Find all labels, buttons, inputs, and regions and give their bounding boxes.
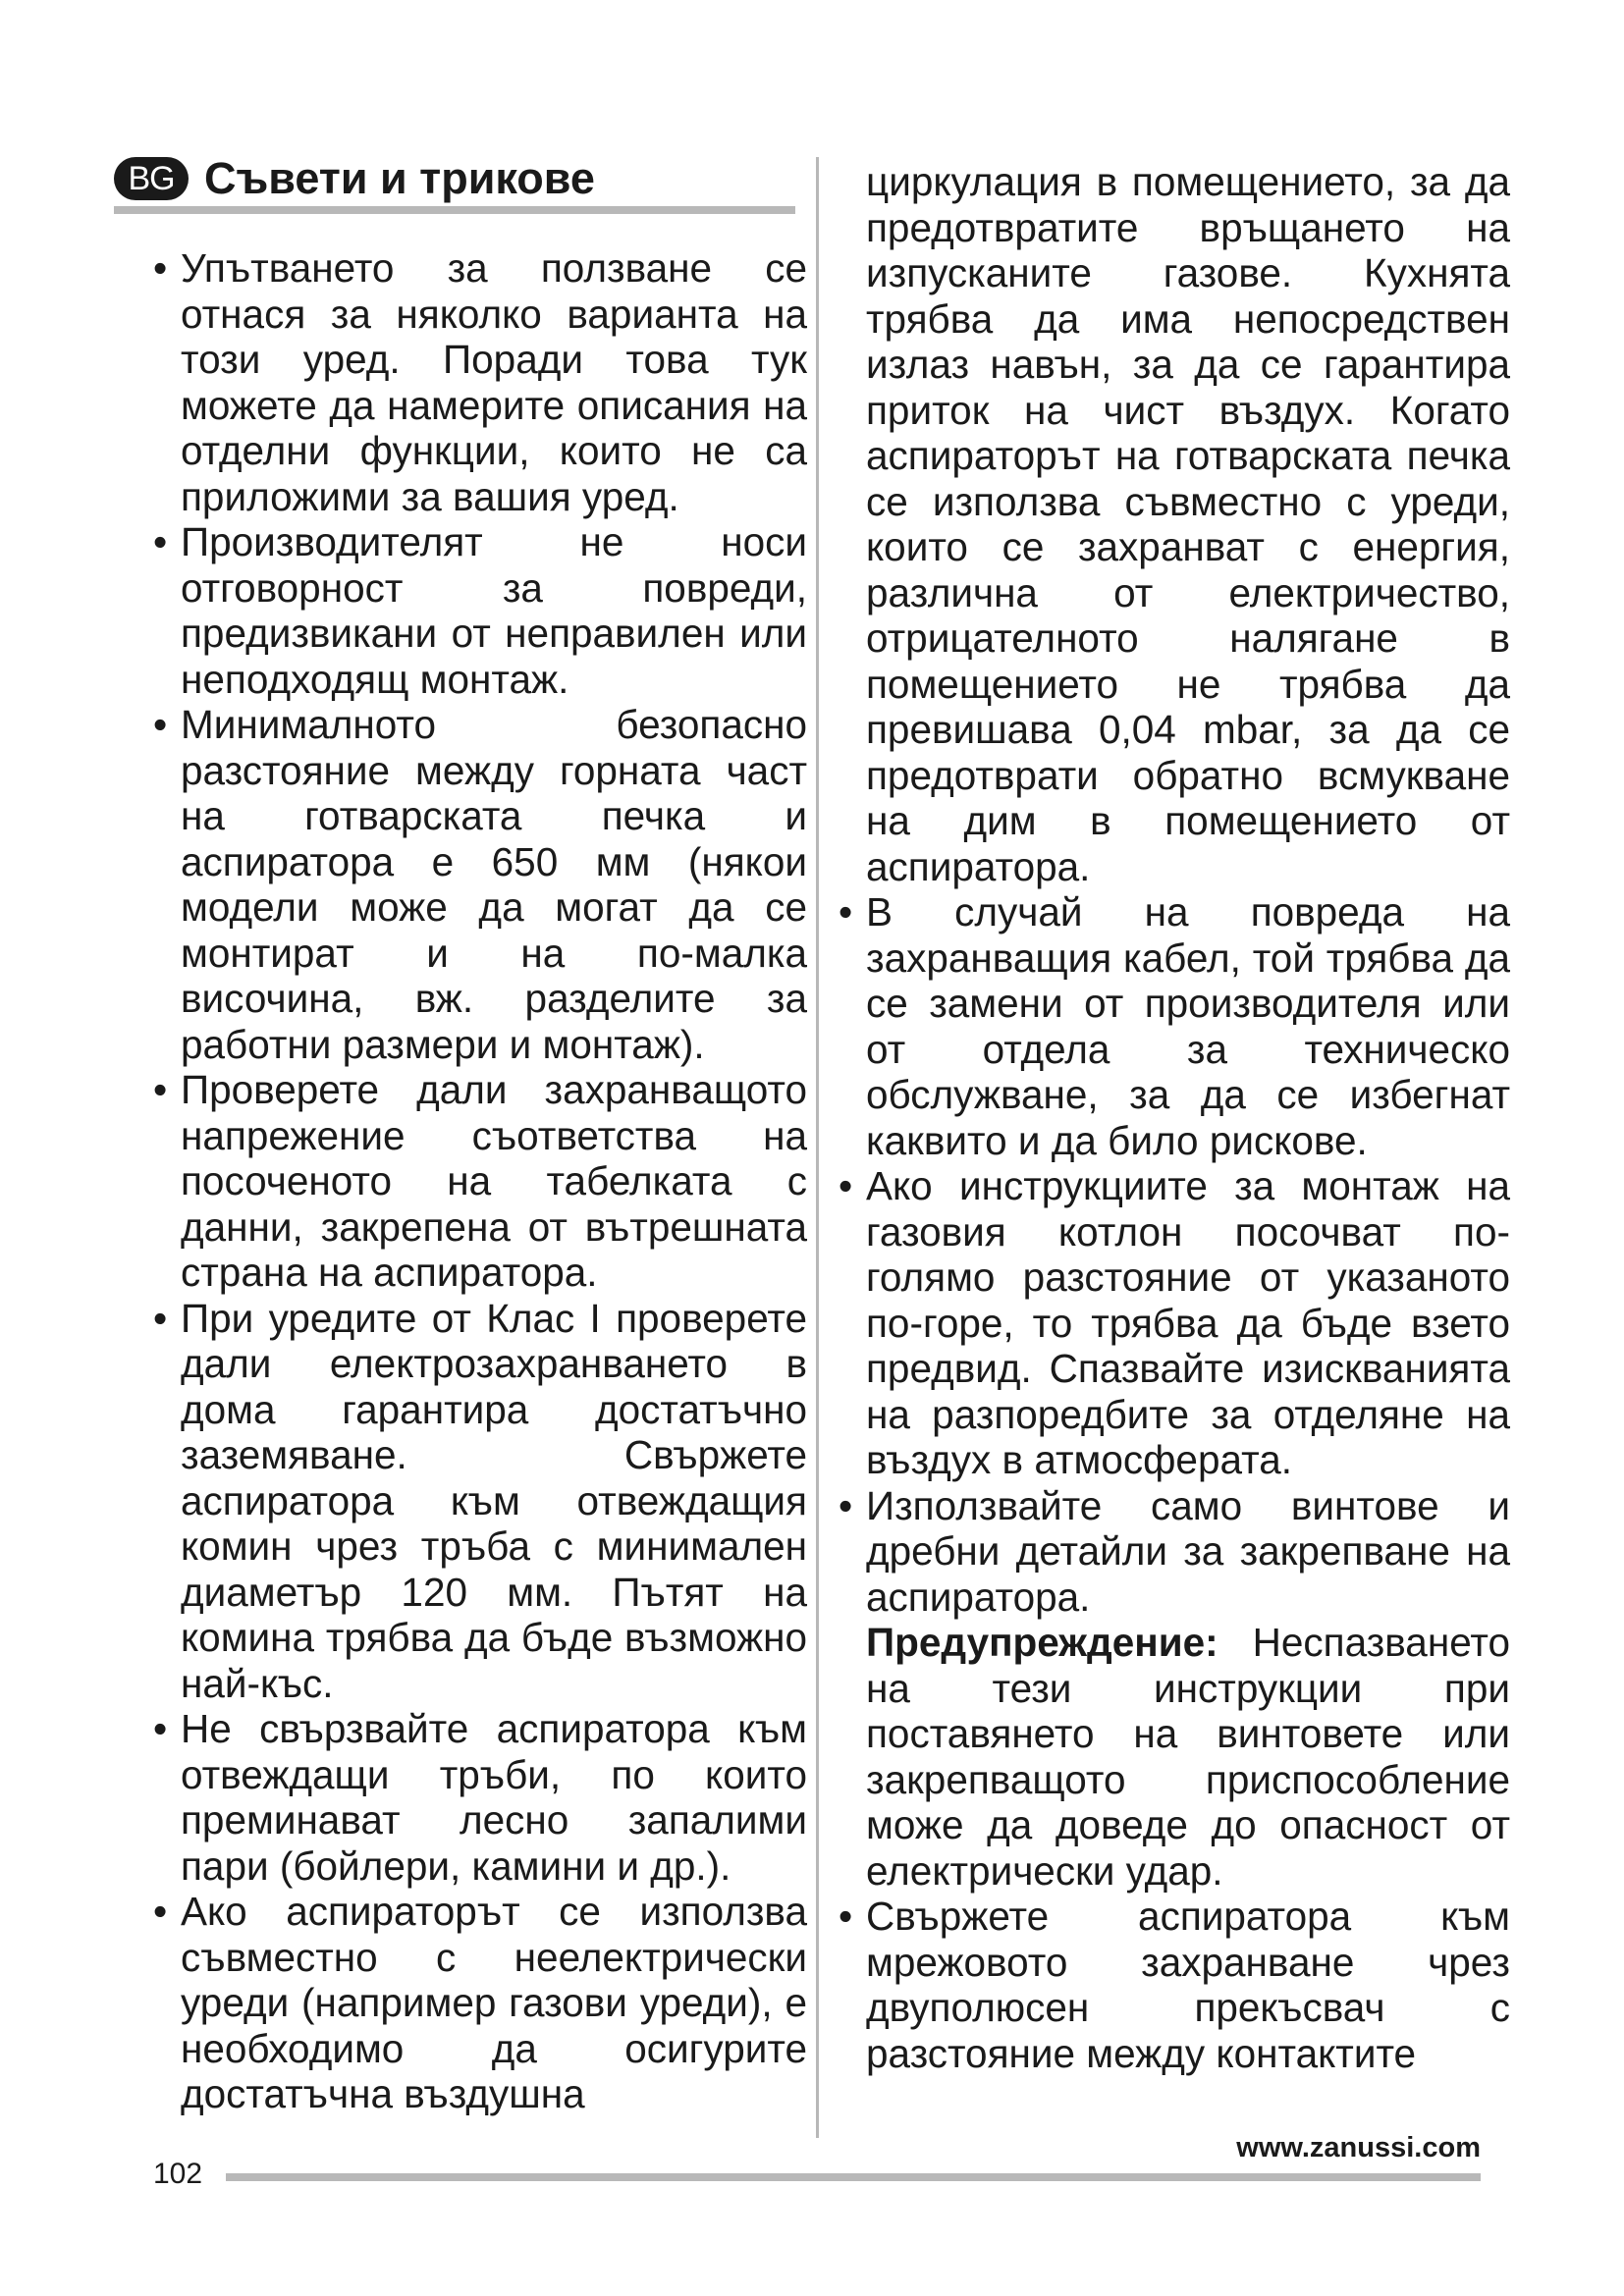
bullet-icon: •: [839, 1163, 853, 1208]
bullet-icon: •: [153, 702, 168, 747]
list-item-text: Проверете дали захранващото напрежение съответства на посоченото на табелката с данни, закрепена от вътрешната страна на аспиратора.: [181, 1067, 807, 1295]
list-item: [147, 1296, 807, 1707]
bullet-icon: •: [153, 245, 168, 291]
page-number: 102: [153, 2158, 203, 2190]
bullet-icon: •: [153, 1889, 168, 1934]
bullet-icon: •: [153, 1067, 168, 1112]
list-item: [147, 1067, 807, 1296]
left-column: [147, 245, 807, 2117]
list-item: [833, 1163, 1510, 1483]
list-item-text: При уредите от Клас I проверете дали електрозахранването в дома гарантира достатъчно заземяване. Свържете аспиратора към отвеждащия комин чрез тръба с минимален диаметър 120 мм. Пътят на комина трябва да бъде възможно най-къс.: [181, 1295, 807, 1706]
language-badge: BG: [114, 157, 189, 200]
list-item-text: Не свързвайте аспиратора към отвеждащи тръби, по които преминават лесно запалими пари (бойлери, камини и др.).: [181, 1706, 807, 1889]
warning-label: Предупреждение:: [866, 1620, 1218, 1665]
footer-rule: [226, 2173, 1481, 2181]
list-item-text: Свържете аспиратора към мрежовото захранване чрез двуполюсен прекъсвач с разстояние между контактите: [866, 1894, 1510, 2076]
bullet-icon: •: [153, 1295, 168, 1341]
right-bullet-list-final: [833, 1894, 1510, 2076]
warning-paragraph: [833, 1620, 1510, 1894]
left-bullet-list: [147, 245, 807, 2117]
continued-paragraph: циркулация в помещението, за да предотвратите връщането на изпусканите газове. Кухнята трябва да има непосредствен излаз навън, за да се гарантира приток на чист въздух. Когато аспираторът на готварската печка се използва съвместно с уреди, които се захранват с енергия, различна от електричество, отрицателното налягане в помещението не трябва да превишава 0,04 mbar, за да се предотврати обратно всмукване на дим в помещението от аспиратора.: [866, 159, 1510, 889]
list-item-text: Минималното безопасно разстояние между горната част на готварската печка и аспиратора е 650 мм (някои модели може да могат да се монтират и на по-малка височина, вж. разделите за работни размери и монтаж).: [181, 702, 807, 1067]
list-item-text: Ако инструкциите за монтаж на газовия котлон посочват по-голямо разстояние от указаното по-горе, то трябва да бъде взето предвид. Спазвайте изискванията на разпоредбите за отделяне на въздух в атмосферата.: [866, 1163, 1510, 1482]
warning-text: Неспазването на тези инструкции при поставянето на винтовете или закрепващото приспособление може да доведе до опасност от електрически удар.: [866, 1620, 1510, 1894]
bullet-icon: •: [153, 519, 168, 564]
list-item: [833, 1483, 1510, 1621]
list-item-text: Упътването за ползване се отнася за няколко варианта на този уред. Поради това тук можете да намерите описания на отделни функции, които не са приложими за вашия уред.: [181, 245, 807, 519]
list-item: [147, 1706, 807, 1889]
list-item: [147, 519, 807, 702]
bullet-icon: •: [839, 1894, 853, 1939]
list-item: [833, 1894, 1510, 2076]
bullet-icon: •: [839, 1482, 853, 1528]
list-item: [833, 889, 1510, 1163]
right-bullet-list: [833, 889, 1510, 1620]
list-item-text: В случай на повреда на захранващия кабел, той трябва да се замени от производителя или от отдела за техническо обслужване, за да се избегнат каквито и да било рискове.: [866, 889, 1510, 1163]
header-rule: [114, 206, 795, 214]
bullet-icon: •: [153, 1706, 168, 1751]
bullet-icon: •: [839, 889, 853, 934]
list-item: [147, 1889, 807, 2117]
list-item: [147, 702, 807, 1067]
column-divider: [816, 157, 819, 2138]
list-item: [147, 245, 807, 519]
list-item-text: Производителят не носи отговорност за повреди, предизвикани от неправилен или неподходящ монтаж.: [181, 519, 807, 702]
page-title: Съвети и трикове: [204, 153, 595, 203]
section-header: [114, 147, 795, 218]
right-column: [833, 159, 1510, 2076]
footer-url: www.zanussi.com: [1236, 2132, 1481, 2163]
list-item-text: Ако аспираторът се използва съвместно с неелектрически уреди (например газови уреди), е необходимо да осигурите достатъчна въздушна: [181, 1889, 807, 2116]
list-item-text: Използвайте само винтове и дребни детайли за закрепване на аспиратора.: [866, 1482, 1510, 1620]
